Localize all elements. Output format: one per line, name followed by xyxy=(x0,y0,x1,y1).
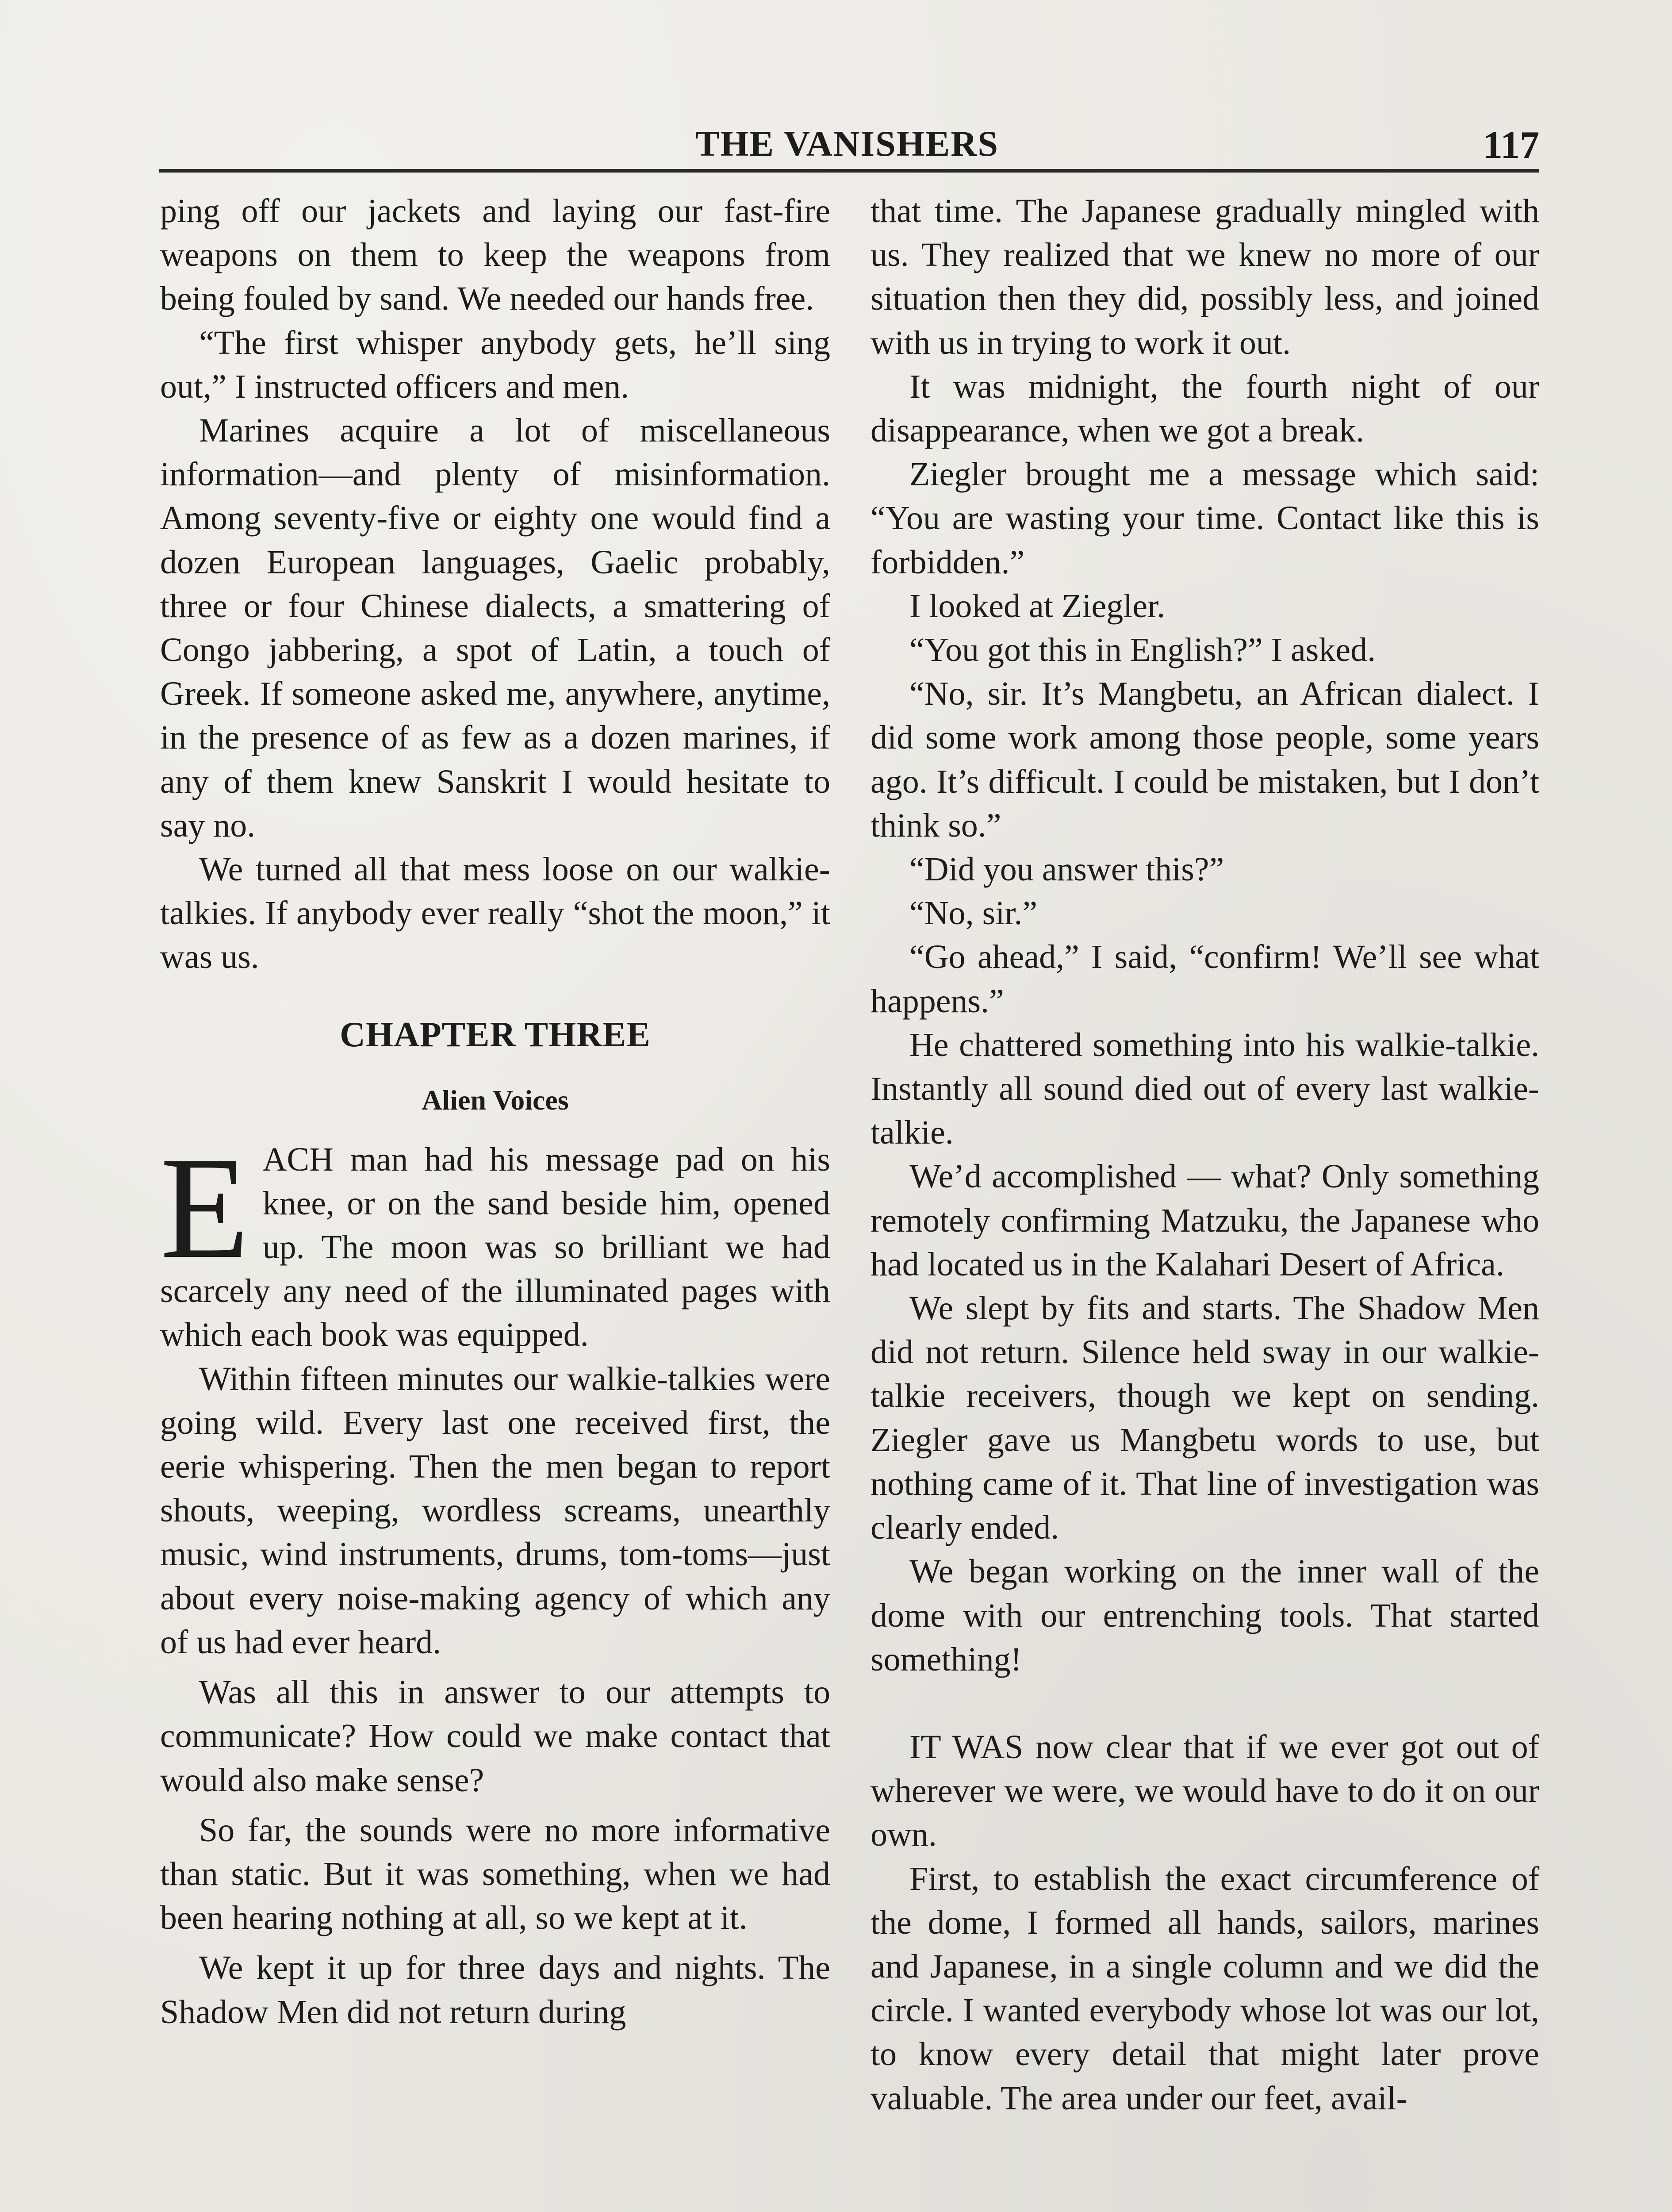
paragraph: IT WAS now clear that if we ever got out of wherever we were, we would have to do it on our own. xyxy=(871,1728,1539,1854)
paragraph: It was midnight, the fourth night of our disappearance, when we got a break. xyxy=(871,368,1539,449)
paragraph: First, to establish the exact circumference of the dome, I formed all hands, sailors, marines and Japanese, in a single column and we did the circle. I wanted everybody whose lot was our lot, to know every detail that might later prove valuable. The area under our feet, avail- xyxy=(871,1860,1539,2117)
paragraph: So far, the sounds were no more informative than static. But it was something, when we had been hearing nothing at all, so we kept at it. xyxy=(160,1811,830,1937)
paragraph: ping off our jackets and laying our fast-fire weapons on them to keep the weapons from being fouled by sand. We needed our hands free. xyxy=(160,192,830,318)
paragraph: “Did you answer this?” xyxy=(909,851,1224,888)
paragraph: We kept it up for three days and nights. The Shadow Men did not return during xyxy=(160,1949,830,2031)
paragraph: Ziegler brought me a message which said: “You are wasting your time. Contact like this is forbidden.” xyxy=(871,456,1539,581)
paragraph: “The first whisper anybody gets, he’ll sing out,” I instructed officers and men. xyxy=(160,324,830,405)
left-column xyxy=(160,189,830,2034)
paragraph: “You got this in English?” I asked. xyxy=(909,631,1376,669)
running-head xyxy=(155,123,1539,172)
paragraph: We’d accomplished — what? Only something remotely confirming Matzuku, the Japanese who had located us in the Kalahari Desert of Africa. xyxy=(871,1158,1539,1283)
dropcap-paragraph-text: ACH man had his message pad on his knee, or on the sand beside him, opened up. The moon was so brilliant we had scarcely any need of the illuminated pages with which each book was equipped. xyxy=(160,1141,830,1354)
header-rule xyxy=(159,169,1539,173)
chapter-subtitle: Alien Voices xyxy=(422,1084,569,1116)
paragraph: Within fifteen minutes our walkie-talkies were going wild. Every last one received first, the eerie whispering. Then the men began to report shouts, weeping, wordless screams, unearthly music, wind instruments, drums, tom-toms—just about every noise-making agency of which any of us had ever heard. xyxy=(160,1360,830,1661)
paragraph: We turned all that mess loose on our walkie-talkies. If anybody ever really “shot the moon,” it was us. xyxy=(160,851,830,976)
page-number: 117 xyxy=(1483,124,1539,167)
chapter-title: CHAPTER THREE xyxy=(340,1015,651,1054)
paragraph: We began working on the inner wall of the dome with our entrenching tools. That started something! xyxy=(871,1553,1539,1678)
paragraph: He chattered something into his walkie-talkie. Instantly all sound died out of every last walkie-talkie. xyxy=(871,1026,1539,1152)
paragraph: “Go ahead,” I said, “confirm! We’ll see what happens.” xyxy=(871,938,1539,1020)
dropcap-paragraph xyxy=(160,1127,830,1357)
paragraph: I looked at Ziegler. xyxy=(909,587,1166,625)
running-title: THE VANISHERS xyxy=(695,123,999,164)
paragraph: We slept by fits and starts. The Shadow Men did not return. Silence held sway in our walkie-talkie receivers, though we kept on sending. Ziegler gave us Mangbetu words to use, but nothing came of it. That line of investigation was clearly ended. xyxy=(871,1290,1539,1547)
drop-cap: E xyxy=(160,1127,249,1289)
paragraph: “No, sir.” xyxy=(909,895,1038,932)
paragraph: Was all this in answer to our attempts to communicate? How could we make contact that would also make sense? xyxy=(160,1674,830,1799)
paragraph: Marines acquire a lot of miscellaneous information—and plenty of misinformation. Among seventy-five or eighty one would find a dozen European languages, Gaelic probably, three or four Chinese dialects, a smattering of Congo jabbering, a spot of Latin, a touch of Greek. If someone asked me, anywhere, anytime, in the presence of as few as a dozen marines, if any of them knew Sanskrit I would hesitate to say no. xyxy=(160,412,830,844)
paragraph: that time. The Japanese gradually mingled with us. They realized that we knew no more of our situation then they did, possibly less, and joined with us in trying to work it out. xyxy=(871,192,1539,361)
right-column xyxy=(871,189,1539,2120)
paragraph: “No, sir. It’s Mangbetu, an African dialect. I did some work among those people, some years ago. It’s difficult. I could be mistaken, but I don’t think so.” xyxy=(871,675,1539,844)
